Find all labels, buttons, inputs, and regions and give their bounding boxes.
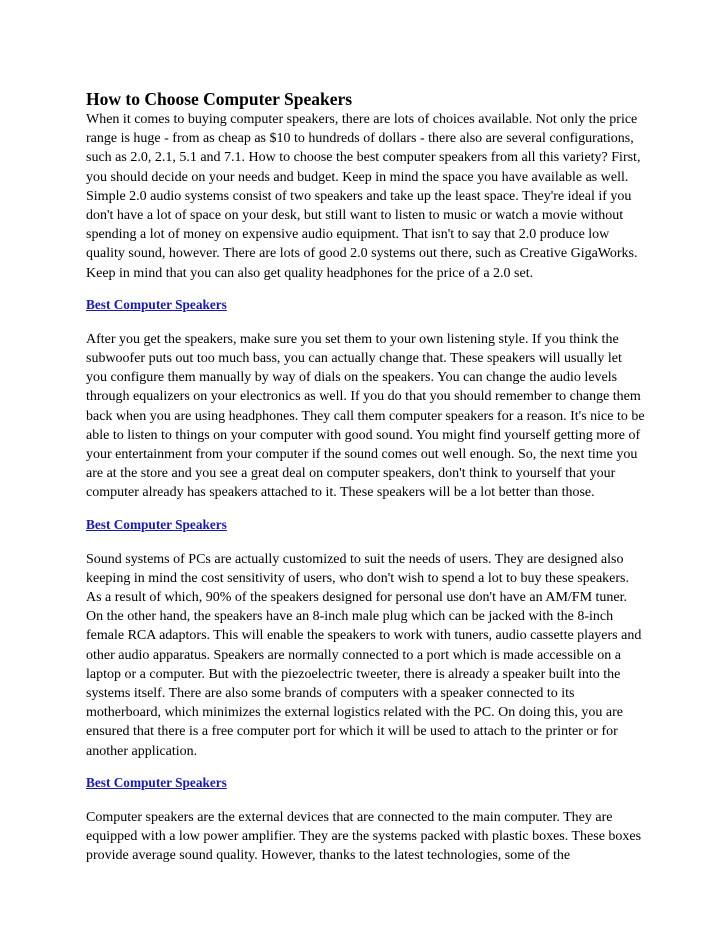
best-computer-speakers-link-3[interactable]: Best Computer Speakers	[86, 774, 227, 790]
link-row-3	[86, 774, 646, 792]
paragraph-1: When it comes to buying computer speakers, there are lots of choices available. Not only the price range is huge - from as cheap as $10 to hundreds of dollars - there also are several configurations, such as 2.0, 2.1, 5.1 and 7.1. How to choose the best computer speakers from all this variety? First, you should decide on your needs and budget. Keep in mind the space you have available as well. Simple 2.0 audio systems consist of two speakers and take up the least space. They're ideal if you don't have a lot of space on your desk, but still want to listen to music or watch a movie without spending a lot of money on expensive audio equipment. That isn't to say that 2.0 produce low quality sound, however. There are lots of good 2.0 systems out there, such as Creative GigaWorks. Keep in mind that you can also get quality headphones for the price of a 2.0 set.	[86, 112, 641, 281]
paragraph-3: Sound systems of PCs are actually customized to suit the needs of users. They are designed also keeping in mind the cost sensitivity of users, who don't wish to spend a lot to buy these speakers. As a result of which, 90% of the speakers designed for personal use don't have an AM/FM tuner. On the other hand, the speakers have an 8-inch male plug which can be jacked with the 8-inch female RCA adaptors. This will enable the speakers to work with tuners, audio cassette players and other audio apparatus. Speakers are normally connected to a port which is made accessible on a laptop or a computer. But with the piezoelectric tweeter, there is already a speaker built into the systems itself. There are also some brands of computers with a speaker connected to its motherboard, which minimizes the external logistics related with the PC. On doing this, you are ensured that there is a free computer port for which it will be used to attach to the printer or for another application.	[86, 551, 642, 759]
link-row-2	[86, 516, 646, 534]
paragraph-4: Computer speakers are the external devices that are connected to the main computer. They are equipped with a low power amplifier. They are the systems packed with plastic boxes. These boxes provide average sound quality. However, thanks to the latest technologies, some of the	[86, 809, 642, 864]
document-page	[86, 88, 646, 866]
page-title: How to Choose Computer Speakers	[86, 89, 353, 109]
best-computer-speakers-link-2[interactable]: Best Computer Speakers	[86, 516, 227, 532]
paragraph-2: After you get the speakers, make sure you set them to your own listening style. If you think the subwoofer puts out too much bass, you can actually change that. These speakers will usually let you configure them manually by way of dials on the speakers. You can change the audio levels through equalizers on your electronics as well. If you do that you should remember to change them back when you are using headphones. They call them computer speakers for a reason. It's nice to be able to listen to things on your computer with good sound. You might find yourself getting more of your entertainment from your computer if the sound comes out well enough. So, the next time you are at the store and you see a great deal on computer speakers, don't think to yourself that your computer already has speakers attached to it. These speakers will be a lot better than those.	[86, 331, 645, 501]
best-computer-speakers-link-1[interactable]: Best Computer Speakers	[86, 296, 227, 312]
link-row-1	[86, 296, 646, 314]
